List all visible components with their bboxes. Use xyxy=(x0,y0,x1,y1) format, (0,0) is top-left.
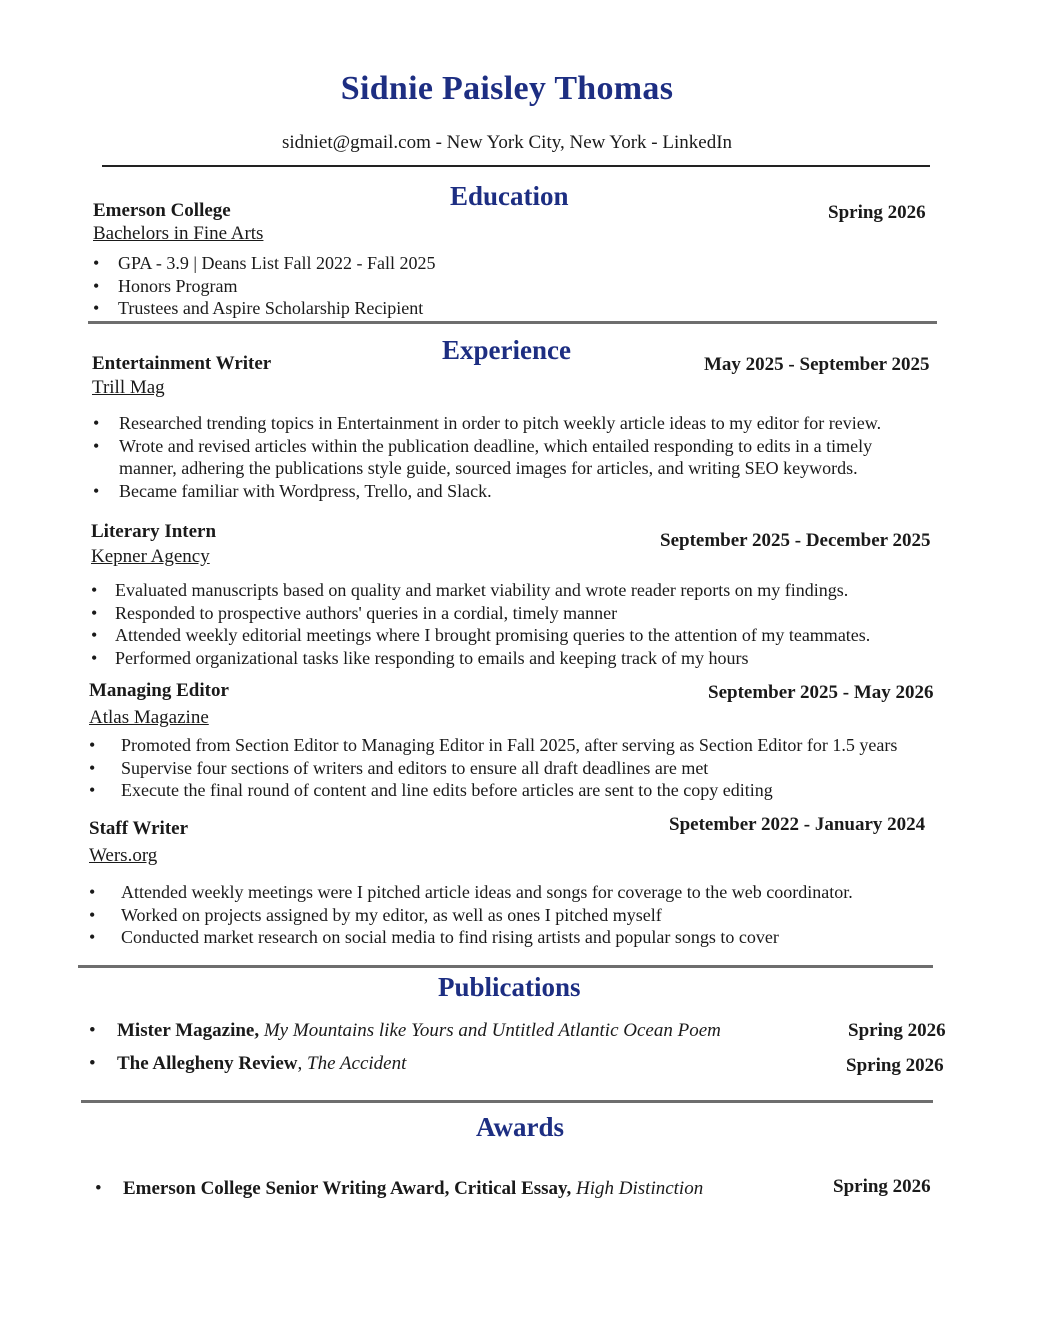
list-item xyxy=(93,412,973,435)
list-item xyxy=(93,457,973,480)
job-role: Literary Intern xyxy=(91,521,217,542)
publication-date: Spring 2026 xyxy=(848,1020,946,1041)
list-item xyxy=(91,602,971,625)
bullet-text: Researched trending topics in Entertainment in order to pitch weekly article ideas to my editor for review. xyxy=(119,413,882,433)
bullet-text: Honors Program xyxy=(118,275,238,296)
bullet-text: Trustees and Aspire Scholarship Recipient xyxy=(118,298,424,319)
award-name: Emerson College Senior Writing Award, Critical Essay, xyxy=(123,1178,572,1199)
list-item xyxy=(93,275,943,298)
list-item xyxy=(89,757,969,780)
bullet-icon: • xyxy=(93,435,100,456)
bullet-text: Worked on projects assigned by my editor, as well as ones I pitched myself xyxy=(121,904,662,925)
job-date: Spetember 2022 - January 2024 xyxy=(669,814,926,835)
bullet-icon: • xyxy=(89,1053,96,1074)
job-bullets xyxy=(89,734,969,802)
bullet-text: Evaluated manuscripts based on quality and market viability and wrote reader reports on my findings. xyxy=(115,580,849,600)
award-date: Spring 2026 xyxy=(833,1176,931,1197)
bullet-text-continued: manner, adhering the publications style guide, sourced images for articles, and writing SEO keywords. xyxy=(119,458,858,479)
list-item xyxy=(93,297,943,320)
award-distinction: High Distinction xyxy=(576,1178,704,1199)
education-degree: Bachelors in Fine Arts xyxy=(93,223,264,244)
bullet-icon: • xyxy=(89,780,96,801)
publication-outlet: The Allegheny Review xyxy=(117,1053,298,1074)
education-divider xyxy=(88,321,937,324)
bullet-text: Wrote and revised articles within the publication deadline, which entailed responding to edits in a timely xyxy=(119,435,873,456)
publication-separator: , xyxy=(297,1053,303,1074)
bullet-icon: • xyxy=(89,882,96,902)
list-item xyxy=(91,647,971,670)
bullet-text: Supervise four sections of writers and editors to ensure all draft deadlines are met xyxy=(121,757,709,778)
bullet-icon: • xyxy=(93,275,100,296)
list-item xyxy=(89,881,969,904)
list-item xyxy=(89,734,969,757)
bullet-icon: • xyxy=(91,647,98,668)
bullet-text: Attended weekly meetings were I pitched article ideas and songs for coverage to the web coordinator. xyxy=(121,882,853,902)
job-date: May 2025 - September 2025 xyxy=(704,354,930,375)
contact-line: sidniet@gmail.com - New York City, New York - LinkedIn xyxy=(281,132,733,153)
bullet-text: Attended weekly editorial meetings where I brought promising queries to the attention of my teammates. xyxy=(115,625,871,646)
bullet-icon: • xyxy=(93,253,100,273)
section-title-awards: Awards xyxy=(476,1112,565,1142)
list-item xyxy=(89,904,969,927)
job-bullets xyxy=(93,412,973,502)
bullet-text: GPA - 3.9 | Deans List Fall 2022 - Fall 2025 xyxy=(118,253,436,273)
publication-item xyxy=(89,1020,721,1042)
award-item xyxy=(95,1178,703,1200)
education-school: Emerson College xyxy=(93,200,231,221)
bullet-icon: • xyxy=(89,904,96,925)
job-date: September 2025 - December 2025 xyxy=(660,530,931,551)
bullet-icon: • xyxy=(89,757,96,778)
bullet-icon: • xyxy=(91,602,98,623)
job-role: Staff Writer xyxy=(89,818,189,839)
publication-outlet: Mister Magazine, xyxy=(117,1020,260,1041)
publication-item xyxy=(89,1053,406,1075)
list-item xyxy=(91,624,971,647)
job-date: September 2025 - May 2026 xyxy=(708,682,934,703)
publications-divider xyxy=(81,1100,933,1103)
header-divider xyxy=(102,165,930,167)
bullet-icon: • xyxy=(89,735,96,755)
list-item xyxy=(91,579,971,602)
bullet-icon: • xyxy=(91,625,98,646)
list-item xyxy=(93,252,943,275)
education-date: Spring 2026 xyxy=(828,202,926,223)
bullet-icon: • xyxy=(93,480,100,501)
job-org: Kepner Agency xyxy=(91,546,210,567)
job-org: Wers.org xyxy=(89,845,158,866)
bullet-icon: • xyxy=(91,580,98,600)
bullet-icon: • xyxy=(89,1020,96,1041)
job-bullets xyxy=(89,881,969,949)
bullet-text: Responded to prospective authors' queries in a cordial, timely manner xyxy=(115,602,618,623)
section-title-education: Education xyxy=(450,181,569,211)
section-title-publications: Publications xyxy=(438,972,581,1002)
job-org: Atlas Magazine xyxy=(89,707,209,728)
bullet-text: Performed organizational tasks like responding to emails and keeping track of my hours xyxy=(115,647,749,668)
job-org: Trill Mag xyxy=(92,377,165,398)
bullet-icon: • xyxy=(93,298,100,319)
publication-works: My Mountains like Yours and Untitled Atlantic Ocean Poem xyxy=(263,1020,721,1041)
list-item xyxy=(93,480,973,503)
bullet-icon: • xyxy=(95,1178,102,1199)
bullet-text: Execute the final round of content and line edits before articles are sent to the copy editing xyxy=(121,780,773,801)
job-role: Entertainment Writer xyxy=(92,353,272,374)
publication-date: Spring 2026 xyxy=(846,1055,944,1076)
job-role: Managing Editor xyxy=(89,680,229,701)
bullet-icon: • xyxy=(89,927,96,948)
list-item xyxy=(89,926,969,949)
education-bullets xyxy=(93,252,943,320)
bullet-icon: • xyxy=(93,413,100,433)
section-title-experience: Experience xyxy=(442,335,571,365)
bullet-text: Became familiar with Wordpress, Trello, and Slack. xyxy=(119,480,492,501)
bullet-text: Promoted from Section Editor to Managing Editor in Fall 2025, after serving as Section Editor for 1.5 years xyxy=(121,735,898,755)
job-bullets xyxy=(91,579,971,669)
resume-name: Sidnie Paisley Thomas xyxy=(340,70,674,107)
list-item xyxy=(89,779,969,802)
bullet-text: Conducted market research on social media to find rising artists and popular songs to cover xyxy=(121,927,779,948)
publication-works: The Accident xyxy=(307,1053,407,1074)
list-item xyxy=(93,435,973,458)
experience-divider xyxy=(78,965,933,968)
